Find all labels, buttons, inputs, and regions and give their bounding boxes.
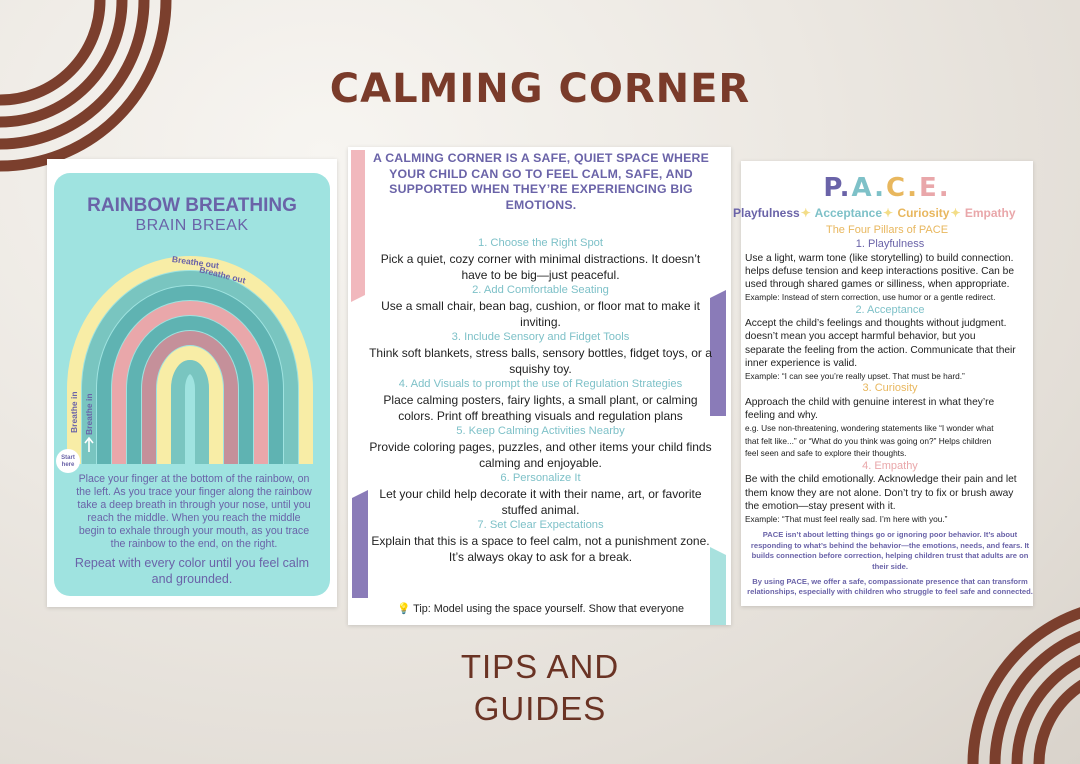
step-heading: 4. Add Visuals to prompt the use of Regulation Strategies [398,378,683,390]
step-text: Pick a quiet, cozy corner with minimal distractions. It doesn’t have to be big—just peaceful. [380,252,701,282]
pace-pillars-content [745,238,1035,598]
pillar-text: Use a light, warm tone (like storytelling) to build connection. [745,252,1014,264]
pillar-curiosity: Curiosity [897,206,950,220]
pillar-heading: 4. Empathy [862,459,918,472]
step-text: Place calming posters, fairy lights, a small plant, or calming colors. Print off breathing visuals and regulation plans [383,393,698,423]
pillar-text: them know they are not alone. Don’t try to fix or brush away [745,487,1014,499]
breathe-out-label-outer: Breathe out [171,253,220,271]
pace-card [733,161,1033,606]
start-here-badge [56,449,80,473]
pillar-text: the emotion—stay present with it. [745,500,896,512]
rainbow-card-subtitle: BRAIN BREAK [135,217,249,234]
step-heading: 5. Keep Calming Activities Nearby [456,425,625,437]
pace-letter-e: E. [918,173,951,203]
pillar-text: feeling and why. [745,410,818,422]
breathe-in-label-inner: Breathe in [84,393,94,435]
step-text: Provide coloring pages, puzzles, and other items your child finds calming and enjoyable. [369,440,712,470]
pillar-empathy: Empathy [964,206,1016,220]
pace-title [741,173,1033,203]
rainbow-card-instructions: Place your finger at the bottom of the rainbow, on the left. As you trace your finger along the rainbow take a deep breath in through your nose, until you reach the middle. When you reach the middle begin to exhale through your mouth, as you trace the rainbow to the end, on the right. [76,473,312,550]
pillar-text: inner experience is valid. [745,357,858,369]
pace-subtitle: The Four Pillars of PACE [825,224,949,236]
pillar-heading: 3. Curiosity [862,382,918,395]
step-heading: 2. Add Comfortable Seating [472,284,609,296]
pillar-heading: 1. Playfulness [855,238,925,250]
pace-note: By using PACE, we offer a safe, compassionate presence that can transform relationships, especially with children who struggle to feel safe and connected. [747,577,1033,597]
pillar-text: doesn’t mean you accept harmful behavior, but you [745,331,976,343]
page-title: CALMING CORNER [329,66,751,112]
pink-ribbon-decoration [351,150,365,302]
pillar-heading: 2. Acceptance [855,303,925,316]
rainbow-card-repeat-text: Repeat with every color until you feel calm and grounded. [74,556,310,586]
pillar-example: e.g. Use non-threatening, wondering statements like “I wonder what [745,423,994,434]
pillar-example: Example: “That must feel really sad. I’m here with you.” [745,513,948,524]
footer-line-2: GUIDES [473,690,607,727]
sparkle-icon: ✦ [800,206,811,220]
pace-pillars-row [733,206,1016,220]
rainbow-card-panel [54,173,330,596]
pillar-text: Approach the child with genuine interest in what they’re [745,396,995,408]
step-text: Think soft blankets, stress balls, sensory bottles, fidget toys, or a squishy toy. [369,346,712,376]
start-here-label-start: Start [61,455,75,461]
start-here-label-here: here [61,462,75,468]
purple-ribbon-decoration-bottom [352,490,368,598]
pace-note: PACE isn’t about letting things go or ignoring poor behavior. It’s about responding to what’s behind the behavior—the emotions, needs, and fears. It builds connection before correction, helping children trust that adults are on their side. [750,530,1030,571]
pillar-text: Accept the child’s feelings and thoughts without judgment. [745,318,1007,330]
calming-corner-steps [368,236,713,565]
pillar-text: helps defuse tension and keep interactions positive. Can be [745,265,1015,277]
footer-caption [0,646,1080,730]
rainbow-card-title: RAINBOW BREATHING [87,195,297,216]
pillar-example: feel seen and safe to explore their thoughts. [745,448,907,459]
step-heading: 6. Personalize It [500,472,581,484]
step-heading: 1. Choose the Right Spot [477,237,603,249]
calming-corner-guide-card [348,147,731,625]
pillar-example: that felt like...” or “What do you think was going on?” Helps children [745,435,992,446]
step-text: Explain that this is a space to feel calm, not a punishment zone. It’s always okay to ask for a break. [371,534,710,564]
sparkle-icon: ✦ [883,206,894,220]
pillar-example: Example: “I can see you’re really upset. That must be hard.” [745,370,965,381]
pillar-acceptance: Acceptance [814,206,883,220]
step-text: Let your child help decorate it with their name, art, or favorite stuffed animal. [379,487,702,517]
pillar-text: separate the feeling from the action. Communicate that their [745,344,1016,356]
step-heading: 7. Set Clear Expectations [477,519,604,531]
breathe-out-label-inner: Breathe out [198,264,247,286]
sparkle-icon: ✦ [950,206,961,220]
step-heading: 3. Include Sensory and Fidget Tools [451,331,630,343]
tip-text: 💡 Tip: Model using the space yourself. Show that everyone [396,603,685,615]
rainbow-breathing-card [47,159,337,607]
calming-corner-heading: A CALMING CORNER IS A SAFE, QUIET SPACE WHERE YOUR CHILD CAN GO TO FEEL CALM, SAFE, AND SUPPORTED WHEN THEY’RE EXPERIENCING BIG EMOTIONS. [372,151,710,212]
rainbow-illustration [54,239,330,469]
pillar-playfulness: Playfulness [733,206,800,220]
pillar-example: Example: Instead of stern correction, use humor or a gentle redirect. [745,292,996,303]
step-text: Use a small chair, bean bag, cushion, or floor mat to make it inviting. [381,299,700,329]
pace-letter-p: P. [823,173,852,203]
footer-line-1: TIPS AND [460,648,620,685]
pace-letter-c: C. [886,173,919,203]
pillar-text: used through shared games or silliness, when appropriate. [745,278,1010,290]
pace-letter-a: A. [851,173,887,203]
pillar-text: Be with the child emotionally. Acknowledge their pain and let [745,474,1017,486]
breathe-in-label-outer: Breathe in [69,391,79,433]
